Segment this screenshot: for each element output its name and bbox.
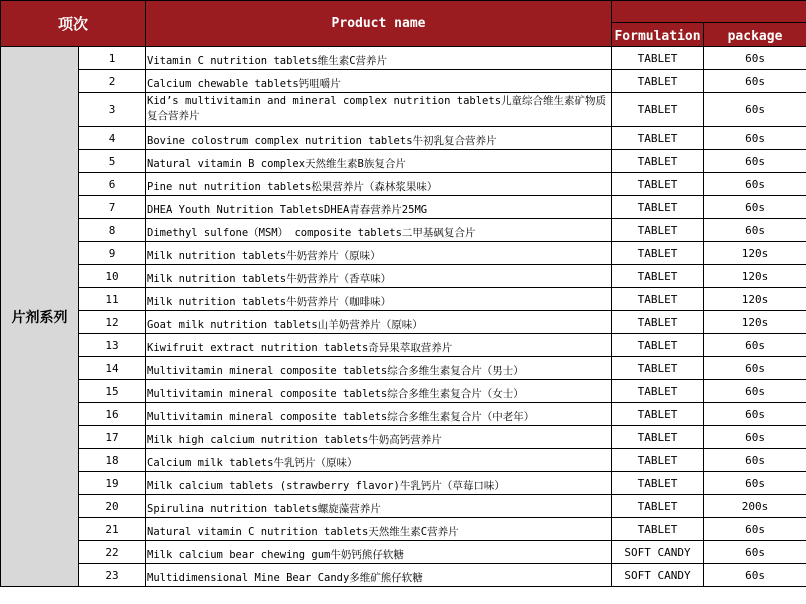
- package: 60s: [704, 196, 806, 219]
- formulation: TABLET: [612, 242, 704, 265]
- product-name: Multivitamin mineral composite tablets综合多维生素复合片（男士）: [146, 357, 612, 380]
- row-number: 14: [79, 357, 146, 380]
- row-number: 18: [79, 449, 146, 472]
- row-number: 11: [79, 288, 146, 311]
- product-name: Vitamin C nutrition tablets维生素C营养片: [146, 47, 612, 70]
- product-name: Natural vitamin C nutrition tablets天然维生素C营养片: [146, 518, 612, 541]
- package: 60s: [704, 403, 806, 426]
- formulation: TABLET: [612, 173, 704, 196]
- product-name: Kiwifruit extract nutrition tablets奇异果萃取营养片: [146, 334, 612, 357]
- product-name: Spirulina nutrition tablets螺旋藻营养片: [146, 495, 612, 518]
- row-number: 21: [79, 518, 146, 541]
- formulation: TABLET: [612, 380, 704, 403]
- table-row: [1, 380, 806, 403]
- package: 60s: [704, 357, 806, 380]
- package: 60s: [704, 150, 806, 173]
- package: 200s: [704, 495, 806, 518]
- package: 60s: [704, 564, 806, 587]
- product-name: Dimethyl sulfone（MSM） composite tablets二甲基砜复合片: [146, 219, 612, 242]
- package: 120s: [704, 242, 806, 265]
- row-number: 4: [79, 127, 146, 150]
- product-name: Milk nutrition tablets牛奶营养片（咖啡味）: [146, 288, 612, 311]
- table-row: [1, 403, 806, 426]
- table-row: [1, 219, 806, 242]
- table-row: [1, 541, 806, 564]
- formulation: TABLET: [612, 426, 704, 449]
- table-row: [1, 311, 806, 334]
- product-name: Milk high calcium nutrition tablets牛奶高钙营养片: [146, 426, 612, 449]
- formulation: TABLET: [612, 150, 704, 173]
- row-number: 1: [79, 47, 146, 70]
- table-row: [1, 357, 806, 380]
- formulation: TABLET: [612, 93, 704, 127]
- header-index: 项次: [1, 1, 146, 47]
- package: 120s: [704, 288, 806, 311]
- product-name: Natural vitamin B complex天然维生素B族复合片: [146, 150, 612, 173]
- row-number: 22: [79, 541, 146, 564]
- row-number: 12: [79, 311, 146, 334]
- product-name: Milk calcium tablets (strawberry flavor)牛乳钙片（草莓口味）: [146, 472, 612, 495]
- package: 60s: [704, 47, 806, 70]
- formulation: TABLET: [612, 334, 704, 357]
- product-name: Milk calcium bear chewing gum牛奶钙熊仔软糖: [146, 541, 612, 564]
- formulation: TABLET: [612, 495, 704, 518]
- formulation: TABLET: [612, 265, 704, 288]
- table-row: [1, 196, 806, 219]
- row-number: 13: [79, 334, 146, 357]
- formulation: TABLET: [612, 449, 704, 472]
- package: 60s: [704, 449, 806, 472]
- row-number: 8: [79, 219, 146, 242]
- product-name: Calcium milk tablets牛乳钙片（原味）: [146, 449, 612, 472]
- formulation: TABLET: [612, 472, 704, 495]
- formulation: TABLET: [612, 311, 704, 334]
- row-number: 3: [79, 93, 146, 127]
- header-formulation: Formulation: [612, 23, 704, 47]
- package: 60s: [704, 127, 806, 150]
- product-name: DHEA Youth Nutrition TabletsDHEA青春营养片25MG: [146, 196, 612, 219]
- package: 60s: [704, 426, 806, 449]
- product-name: Bovine colostrum complex nutrition tablets牛初乳复合营养片: [146, 127, 612, 150]
- header-package: package: [704, 23, 806, 47]
- table-row: [1, 47, 806, 70]
- table-row: [1, 150, 806, 173]
- product-name: Milk nutrition tablets牛奶营养片（香草味）: [146, 265, 612, 288]
- table-row: [1, 70, 806, 93]
- formulation: TABLET: [612, 47, 704, 70]
- row-number: 7: [79, 196, 146, 219]
- formulation: SOFT CANDY: [612, 564, 704, 587]
- package: 60s: [704, 219, 806, 242]
- formulation: SOFT CANDY: [612, 541, 704, 564]
- table-row: [1, 334, 806, 357]
- table-row: [1, 173, 806, 196]
- product-name: Multivitamin mineral composite tablets综合多维生素复合片（中老年）: [146, 403, 612, 426]
- row-number: 17: [79, 426, 146, 449]
- formulation: TABLET: [612, 518, 704, 541]
- row-number: 19: [79, 472, 146, 495]
- table-row: [1, 127, 806, 150]
- row-number: 5: [79, 150, 146, 173]
- package: 60s: [704, 334, 806, 357]
- row-number: 15: [79, 380, 146, 403]
- formulation: TABLET: [612, 196, 704, 219]
- product-name: Milk nutrition tablets牛奶营养片（原味）: [146, 242, 612, 265]
- table-row: [1, 242, 806, 265]
- table-row: [1, 288, 806, 311]
- header-spacer: [612, 1, 806, 23]
- header-product-name: Product name: [146, 1, 612, 47]
- product-name: Goat milk nutrition tablets山羊奶营养片（原味）: [146, 311, 612, 334]
- table-row: [1, 93, 806, 127]
- row-number: 10: [79, 265, 146, 288]
- row-number: 6: [79, 173, 146, 196]
- package: 60s: [704, 93, 806, 127]
- product-name: Calcium chewable tablets钙咀嚼片: [146, 70, 612, 93]
- package: 120s: [704, 311, 806, 334]
- table-row: [1, 518, 806, 541]
- table-row: [1, 265, 806, 288]
- package: 60s: [704, 173, 806, 196]
- product-name: Multivitamin mineral composite tablets综合多维生素复合片（女士）: [146, 380, 612, 403]
- row-number: 20: [79, 495, 146, 518]
- formulation: TABLET: [612, 70, 704, 93]
- formulation: TABLET: [612, 288, 704, 311]
- product-name: Multidimensional Mine Bear Candy多维矿熊仔软糖: [146, 564, 612, 587]
- product-name: Pine nut nutrition tablets松果营养片（森林浆果味）: [146, 173, 612, 196]
- table-row: [1, 472, 806, 495]
- row-number: 2: [79, 70, 146, 93]
- table-row: [1, 495, 806, 518]
- package: 60s: [704, 472, 806, 495]
- table-row: [1, 564, 806, 587]
- formulation: TABLET: [612, 357, 704, 380]
- row-number: 23: [79, 564, 146, 587]
- table-row: [1, 426, 806, 449]
- category-label: 片剂系列: [1, 47, 79, 587]
- row-number: 16: [79, 403, 146, 426]
- package: 120s: [704, 265, 806, 288]
- package: 60s: [704, 518, 806, 541]
- product-rows: [1, 47, 806, 587]
- product-name: Kid’s multivitamin and mineral complex nutrition tablets儿童综合维生素矿物质复合营养片: [146, 93, 612, 127]
- row-number: 9: [79, 242, 146, 265]
- formulation: TABLET: [612, 127, 704, 150]
- package: 60s: [704, 70, 806, 93]
- formulation: TABLET: [612, 403, 704, 426]
- package: 60s: [704, 380, 806, 403]
- table-row: [1, 449, 806, 472]
- package: 60s: [704, 541, 806, 564]
- formulation: TABLET: [612, 219, 704, 242]
